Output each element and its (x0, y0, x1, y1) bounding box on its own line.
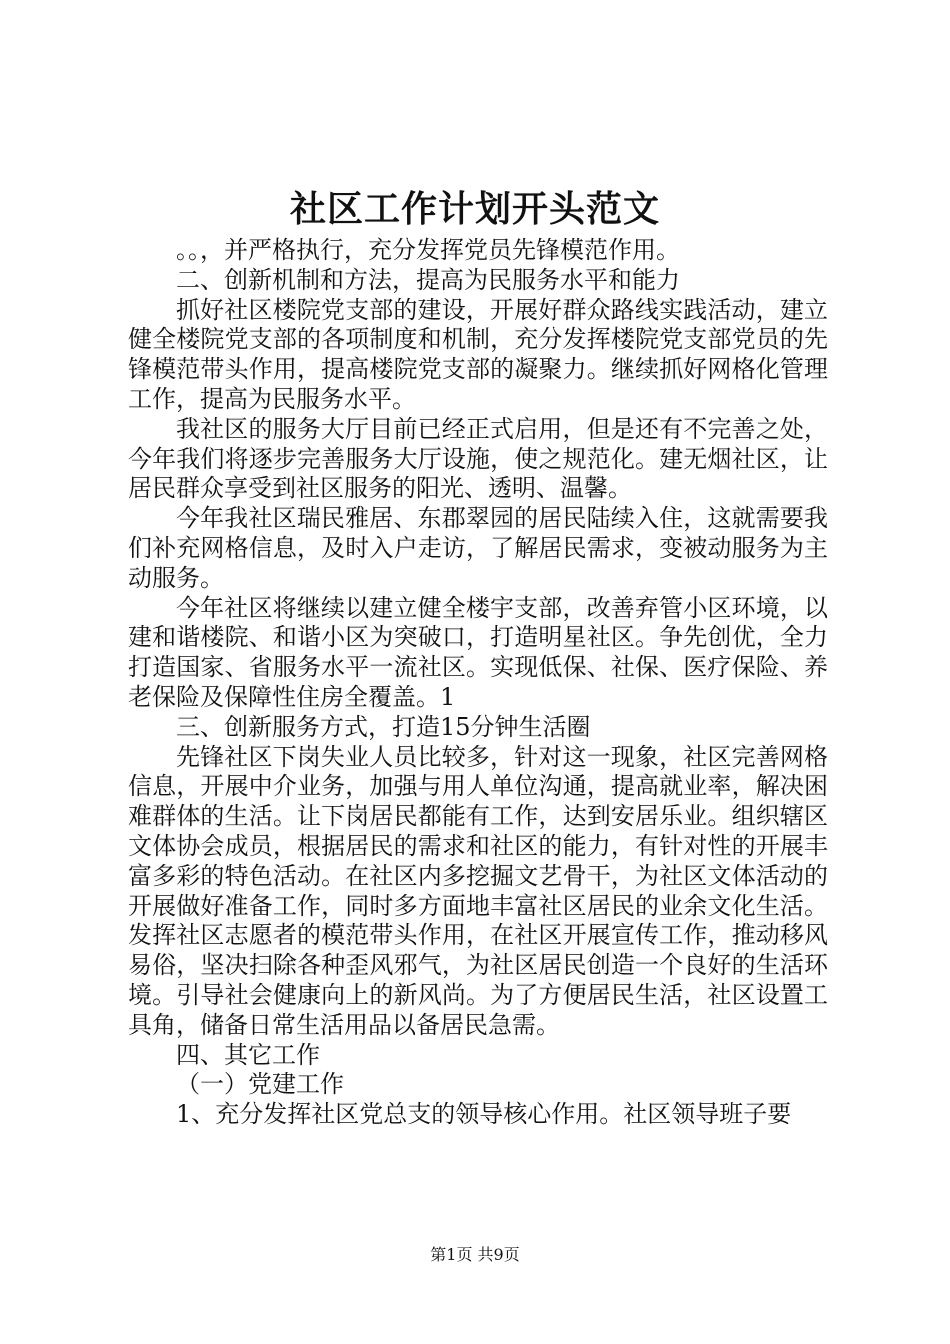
subsection-heading: （一）党建工作 (176, 1070, 344, 1099)
paragraph: 1、充分发挥社区党总支的领导核心作用。社区领导班子要 (176, 1100, 792, 1129)
section-heading: 四、其它工作 (176, 1040, 320, 1069)
section-heading: 二、创新机制和方法，提高为民服务水平和能力 (176, 265, 680, 294)
paragraph: 先锋社区下岗失业人员比较多，针对这一现象，社区完善网格信息，开展中介业务，加强与用人单位沟通，提高就业率，解决困难群体的生活。让下岗居民都能有工作，达到安居乐业。组织辖区文体协会成员，根据居民的需求和社区的能力，有针对性的开展丰富多彩的特色活动。在社区内多挖掘文艺骨干，为社区文体活动的开展做好准备工作，同时多方面地丰富社区居民的业余文化生活。发挥社区志愿者的模范带头作用，在社区开展宣传工作，推动移风易俗，坚决扫除各种歪风邪气，为社区居民创造一个良好的生活环境。引导社会健康向上的新风尚。为了方便居民生活，社区设置工具角，储备日常生活用品以备居民急需。 (128, 742, 828, 1039)
page-number-footer: 第1页 共9页 (430, 1245, 520, 1264)
paragraph: 我社区的服务大厅目前已经正式启用，但是还有不完善之处，今年我们将逐步完善服务大厅设施，使之规范化。建无烟社区，让居民群众享受到社区服务的阳光、透明、温馨。 (128, 414, 828, 503)
paragraph: 抓好社区楼院党支部的建设，开展好群众路线实践活动，建立健全楼院党支部的各项制度和机制，充分发挥楼院党支部党员的先锋模范带头作用，提高楼院党支部的凝聚力。继续抓好网格化管理工作，提高为民服务水平。 (128, 295, 828, 413)
section-heading: 三、创新服务方式，打造15分钟生活圈 (176, 712, 591, 741)
document-title: 社区工作计划开头范文 (289, 188, 660, 230)
paragraph: 今年我社区瑞民雅居、东郡翠园的居民陆续入住，这就需要我们补充网格信息，及时入户走访，了解居民需求，变被动服务为主动服务。 (128, 504, 828, 592)
paragraph: 今年社区将继续以建立健全楼宇支部，改善弃管小区环境，以建和谐楼院、和谐小区为突破口，打造明星社区。争先创优，全力打造国家、省服务水平一流社区。实现低保、社保、医疗保险、养老保险及保障性住房全覆盖。1 (128, 593, 828, 711)
paragraph: 。。，并严格执行，充分发挥党员先锋模范作用。 (176, 236, 680, 264)
document-body (128, 236, 828, 1130)
